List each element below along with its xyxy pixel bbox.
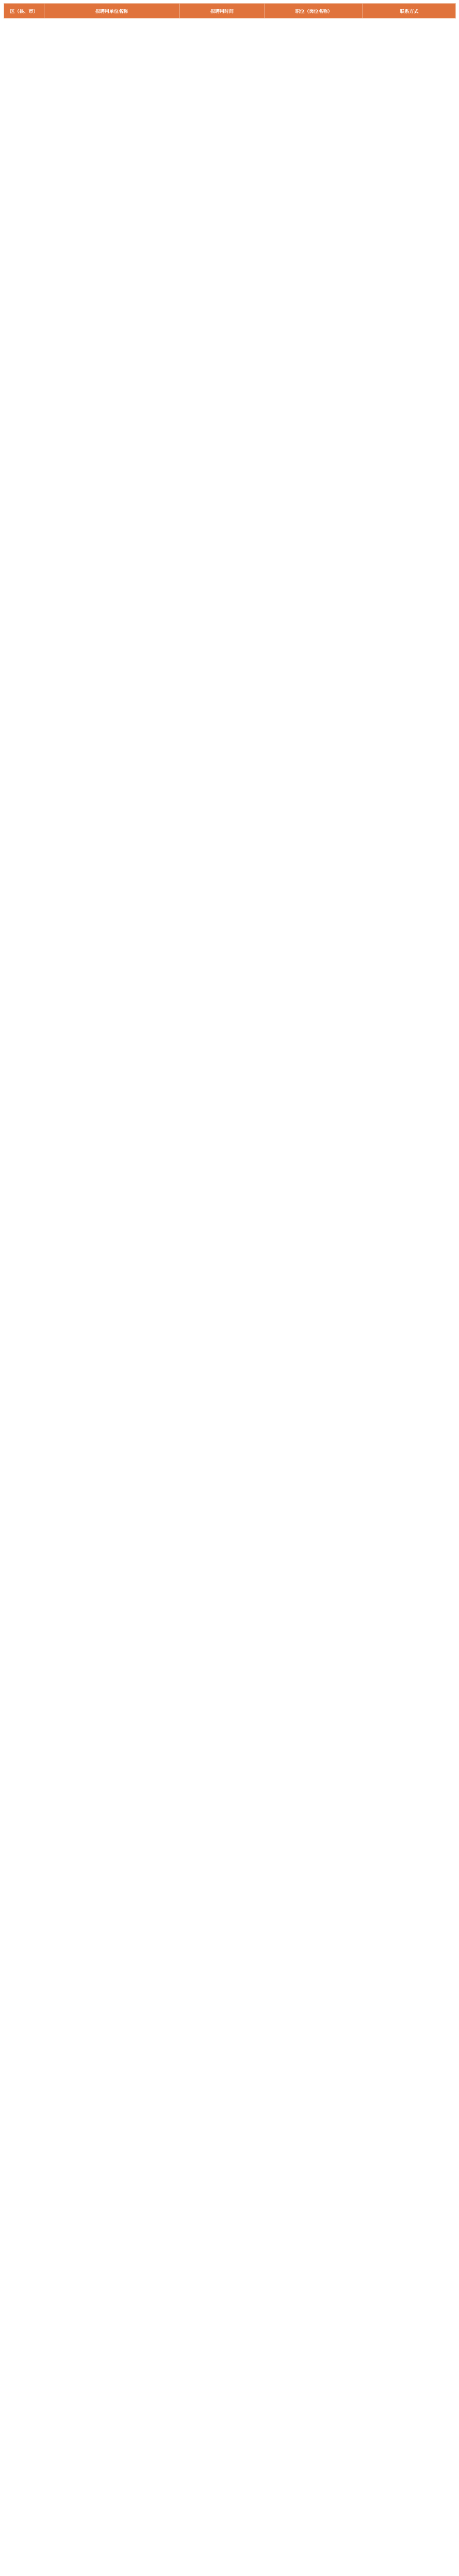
column-header-district: 区（县、市） <box>4 4 44 19</box>
sheet <box>4 0 455 19</box>
column-header-employer: 拟聘用单位名称 <box>44 4 179 19</box>
column-header-position: 职位（岗位名称） <box>265 4 363 19</box>
column-header-date: 拟聘用时间 <box>179 4 265 19</box>
header-row <box>4 4 456 19</box>
data-table <box>4 3 456 19</box>
column-header-contact: 联系方式 <box>363 4 456 19</box>
